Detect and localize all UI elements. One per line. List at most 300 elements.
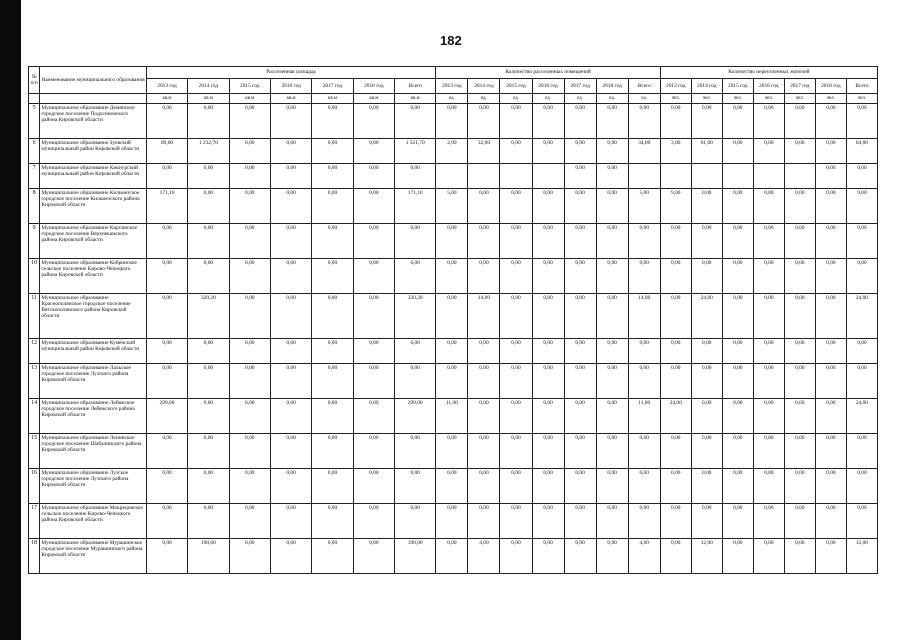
cell-people: 0,00 [784, 139, 815, 164]
unit-header-people: чел. [691, 94, 722, 104]
cell-rooms: 0,00 [564, 139, 596, 164]
unit-header-area: кв.м [353, 94, 394, 104]
cell-people: 0,00 [784, 338, 815, 363]
cell-area: 320,20 [188, 293, 229, 338]
row-number: 14 [29, 398, 40, 433]
cell-area: 0,00 [270, 293, 311, 338]
cell-people: 0,00 [753, 293, 784, 338]
year-header-rooms: 2015 год [500, 79, 532, 94]
cell-rooms: 0,00 [468, 223, 500, 258]
row-number: 16 [29, 468, 40, 503]
year-header-people: 2018 год [815, 79, 846, 94]
cell-people: 0,00 [753, 433, 784, 468]
unit-header-rooms: ед. [564, 94, 596, 104]
table-row [29, 468, 878, 503]
cell-rooms: 0,00 [532, 293, 564, 338]
cell-area: 0,00 [146, 538, 187, 573]
row-number: 15 [29, 433, 40, 468]
cell-rooms: 0,00 [564, 433, 596, 468]
table-row [29, 503, 878, 538]
cell-area: 0,00 [270, 363, 311, 398]
cell-rooms: 0,00 [628, 433, 660, 468]
cell-rooms: 0,00 [564, 258, 596, 293]
cell-area: 0,00 [188, 163, 229, 188]
cell-area: 0,00 [395, 468, 436, 503]
unit-header-area: кв.м [270, 94, 311, 104]
cell-rooms: 0,00 [532, 363, 564, 398]
cell-rooms: 0,00 [596, 363, 628, 398]
cell-people: 64,00 [846, 139, 877, 164]
table-row [29, 258, 878, 293]
year-header-area: 2016 год [270, 79, 311, 94]
cell-rooms: 0,00 [500, 398, 532, 433]
cell-people: 0,00 [784, 293, 815, 338]
cell-people: 0,00 [846, 104, 877, 139]
cell-area: 0,00 [353, 188, 394, 223]
cell-rooms: 0,00 [628, 468, 660, 503]
cell-rooms: 0,00 [564, 338, 596, 363]
cell-people: 0,00 [660, 223, 691, 258]
row-municipality-name: Муниципальное образование Лебяжское городское поселение Лебяжского района Кировской области [40, 398, 147, 433]
cell-rooms: 0,00 [468, 104, 500, 139]
table-row [29, 338, 878, 363]
cell-area: 0,00 [146, 503, 187, 538]
cell-rooms: 0,00 [468, 503, 500, 538]
cell-area: 0,00 [353, 503, 394, 538]
cell-people: 0,00 [722, 398, 753, 433]
cell-rooms: 0,00 [500, 188, 532, 223]
cell-people: 0,00 [691, 468, 722, 503]
cell-rooms: 0,00 [532, 468, 564, 503]
cell-people: 0,00 [691, 188, 722, 223]
cell-people: 0,00 [722, 139, 753, 164]
cell-people: 0,00 [660, 258, 691, 293]
cell-rooms: 0,00 [532, 338, 564, 363]
cell-area: 0,00 [353, 398, 394, 433]
cell-area: 0,00 [353, 363, 394, 398]
cell-area: 0,00 [188, 223, 229, 258]
cell-rooms: 32,00 [468, 139, 500, 164]
cell-rooms: 0,00 [564, 188, 596, 223]
cell-rooms: 0,00 [564, 468, 596, 503]
year-header-people: 2014 год [691, 79, 722, 94]
cell-area: 0,00 [353, 258, 394, 293]
cell-area: 299,00 [146, 398, 187, 433]
unit-header-people: чел. [815, 94, 846, 104]
cell-people: 0,00 [846, 468, 877, 503]
cell-people: 0,00 [815, 538, 846, 573]
cell-rooms: 0,00 [564, 223, 596, 258]
cell-rooms: 0,00 [436, 433, 468, 468]
cell-area: 0,00 [146, 293, 187, 338]
cell-area: 0,00 [395, 338, 436, 363]
cell-area: 0,00 [353, 139, 394, 164]
cell-area: 0,00 [353, 223, 394, 258]
cell-rooms: 0,00 [436, 538, 468, 573]
row-municipality-name: Муниципальное образование Ленинское городское поселение Шабалинского района Кировской области [40, 433, 147, 468]
cell-rooms: 0,00 [468, 363, 500, 398]
cell-rooms: 0,00 [628, 338, 660, 363]
cell-area: 0,00 [353, 104, 394, 139]
year-header-people: 2016 год [753, 79, 784, 94]
cell-people: 0,00 [691, 363, 722, 398]
cell-people: 0,00 [722, 188, 753, 223]
cell-rooms: 0,00 [596, 258, 628, 293]
cell-area: 0,00 [312, 223, 353, 258]
header-name: Наименование муниципального образования [40, 67, 147, 94]
cell-rooms: 0,00 [596, 104, 628, 139]
cell-people: 0,00 [815, 398, 846, 433]
cell-rooms: 0,00 [596, 223, 628, 258]
cell-area: 0,00 [395, 104, 436, 139]
unit-header-rooms: ед. [596, 94, 628, 104]
cell-area: 0,00 [312, 538, 353, 573]
cell-rooms: 0,00 [436, 293, 468, 338]
cell-people: 0,00 [722, 104, 753, 139]
unit-header-rooms: ед. [500, 94, 532, 104]
cell-area: 89,00 [146, 139, 187, 164]
cell-people: 0,00 [722, 338, 753, 363]
unit-header-rooms: ед. [468, 94, 500, 104]
cell-people: 0,00 [691, 338, 722, 363]
cell-rooms: 11,00 [628, 398, 660, 433]
unit-header-rooms: ед. [436, 94, 468, 104]
cell-area: 0,00 [229, 503, 270, 538]
cell-rooms: 2,00 [436, 139, 468, 164]
cell-rooms: 5,00 [628, 188, 660, 223]
cell-rooms: 0,00 [596, 468, 628, 503]
cell-area: 0,00 [312, 258, 353, 293]
cell-people: 0,00 [815, 104, 846, 139]
cell-area: 0,00 [229, 223, 270, 258]
table-row [29, 363, 878, 398]
cell-rooms: 0,00 [500, 139, 532, 164]
cell-people: 0,00 [753, 188, 784, 223]
cell-area: 0,00 [312, 433, 353, 468]
cell-people: 0,00 [660, 433, 691, 468]
cell-rooms: 0,00 [468, 468, 500, 503]
cell-people: 24,00 [660, 398, 691, 433]
cell-rooms: 0,00 [532, 398, 564, 433]
cell-area: 0,00 [188, 433, 229, 468]
cell-people: 0,00 [753, 468, 784, 503]
cell-rooms: 14,00 [628, 293, 660, 338]
row-number: 9 [29, 223, 40, 258]
cell-people: 3,00 [660, 139, 691, 164]
cell-area: 0,00 [312, 363, 353, 398]
cell-people: 0,00 [815, 503, 846, 538]
cell-area: 0,00 [229, 188, 270, 223]
cell-rooms: 4,00 [628, 538, 660, 573]
unit-header-people: чел. [784, 94, 815, 104]
cell-area: 0,00 [146, 104, 187, 139]
cell-rooms: 0,00 [468, 433, 500, 468]
cell-rooms: 34,00 [628, 139, 660, 164]
cell-people: 0,00 [722, 538, 753, 573]
cell-area: 0,00 [188, 398, 229, 433]
cell-people [691, 163, 722, 188]
cell-people: 0,00 [660, 503, 691, 538]
row-municipality-name: Муниципальное образование Кумёнский муниципальный район Кировской области [40, 338, 147, 363]
cell-area: 0,00 [146, 338, 187, 363]
cell-rooms: 0,00 [532, 538, 564, 573]
cell-area: 0,00 [312, 398, 353, 433]
group-header-people: Количество переселенных жителей [660, 67, 877, 79]
table-row [29, 163, 878, 188]
cell-area: 0,00 [395, 363, 436, 398]
cell-area: 0,00 [229, 538, 270, 573]
row-number: 6 [29, 139, 40, 164]
cell-area: 0,00 [312, 163, 353, 188]
cell-rooms: 0,00 [532, 104, 564, 139]
cell-people: 0,00 [660, 363, 691, 398]
cell-people: 0,00 [660, 293, 691, 338]
cell-people: 0,00 [722, 433, 753, 468]
table-row [29, 223, 878, 258]
cell-rooms: 0,00 [628, 223, 660, 258]
cell-people: 0,00 [753, 139, 784, 164]
cell-area: 0,00 [270, 188, 311, 223]
cell-area: 0,00 [229, 293, 270, 338]
cell-people: 0,00 [753, 398, 784, 433]
cell-people: 0,00 [784, 223, 815, 258]
table-row [29, 139, 878, 164]
cell-area: 0,00 [312, 293, 353, 338]
cell-people: 0,00 [815, 338, 846, 363]
cell-area: 0,00 [270, 398, 311, 433]
cell-area: 0,00 [188, 258, 229, 293]
cell-rooms: 0,00 [532, 503, 564, 538]
cell-people: 12,00 [846, 538, 877, 573]
row-number: 7 [29, 163, 40, 188]
cell-rooms: 0,00 [436, 363, 468, 398]
cell-rooms: 0,00 [436, 104, 468, 139]
cell-area: 0,00 [395, 223, 436, 258]
cell-area: 0,00 [146, 433, 187, 468]
cell-rooms: 0,00 [500, 363, 532, 398]
cell-area: 320,20 [395, 293, 436, 338]
cell-rooms: 0,00 [468, 258, 500, 293]
cell-people: 0,00 [722, 363, 753, 398]
row-municipality-name: Муниципальное образование Мокрецовское сельское поселение Кирово-Чепецкого района Кировской области [40, 503, 147, 538]
cell-rooms: 0,00 [436, 468, 468, 503]
cell-rooms: 0,00 [532, 258, 564, 293]
cell-people: 9,00 [846, 188, 877, 223]
cell-people: 0,00 [846, 433, 877, 468]
cell-area: 0,00 [229, 468, 270, 503]
cell-area: 0,00 [270, 503, 311, 538]
cell-people: 0,00 [815, 188, 846, 223]
cell-rooms: 0,00 [532, 223, 564, 258]
year-header-area: 2015 год [229, 79, 270, 94]
cell-area: 0,00 [146, 163, 187, 188]
cell-area: 0,00 [312, 188, 353, 223]
cell-people: 0,00 [722, 223, 753, 258]
cell-people: 12,00 [691, 538, 722, 573]
cell-people: 0,00 [784, 468, 815, 503]
cell-rooms: 0,00 [436, 258, 468, 293]
cell-people: 0,00 [753, 338, 784, 363]
cell-area: 0,00 [312, 139, 353, 164]
cell-rooms [532, 163, 564, 188]
cell-rooms: 0,00 [500, 433, 532, 468]
cell-people: 0,00 [753, 503, 784, 538]
cell-people: 0,00 [753, 258, 784, 293]
cell-area: 0,00 [353, 468, 394, 503]
cell-people: 0,00 [784, 503, 815, 538]
cell-rooms: 0,00 [628, 503, 660, 538]
cell-area: 0,00 [188, 188, 229, 223]
cell-area: 0,00 [188, 503, 229, 538]
cell-area: 0,00 [229, 139, 270, 164]
row-municipality-name: Муниципальное образование Мурашинское городское поселение Мурашинского района Кировской области [40, 538, 147, 573]
cell-rooms: 0,00 [628, 258, 660, 293]
cell-area: 0,00 [188, 104, 229, 139]
cell-people: 0,00 [691, 258, 722, 293]
unit-header-area: кв.м [188, 94, 229, 104]
cell-rooms: 0,00 [532, 188, 564, 223]
cell-rooms [436, 163, 468, 188]
row-municipality-name: Муниципальное образование Кильмезское городское поселение Кильмезского района Кировской области [40, 188, 147, 223]
cell-rooms: 0,00 [596, 398, 628, 433]
cell-area: 299,00 [395, 398, 436, 433]
unit-header-people: чел. [722, 94, 753, 104]
page-number: 182 [440, 33, 462, 48]
cell-people [722, 163, 753, 188]
cell-people: 0,00 [846, 163, 877, 188]
cell-people: 0,00 [753, 104, 784, 139]
cell-rooms: 0,00 [628, 104, 660, 139]
cell-people: 0,00 [691, 398, 722, 433]
cell-rooms: 0,00 [468, 398, 500, 433]
cell-people: 61,00 [691, 139, 722, 164]
cell-people [784, 163, 815, 188]
cell-rooms: 0,00 [564, 163, 596, 188]
row-number: 13 [29, 363, 40, 398]
cell-area: 0,00 [395, 163, 436, 188]
row-number: 12 [29, 338, 40, 363]
year-header-rooms: 2017 год [564, 79, 596, 94]
cell-people: 9,00 [660, 188, 691, 223]
cell-people: 24,00 [846, 398, 877, 433]
year-header-area: Всего [395, 79, 436, 94]
cell-people: 0,00 [722, 468, 753, 503]
cell-people: 0,00 [815, 468, 846, 503]
unit-header-rooms: ед. [628, 94, 660, 104]
row-municipality-name: Муниципальное образование Демянское городское поселение Подосиновского района Кировской области [40, 104, 147, 139]
unit-header-area: кв.м [395, 94, 436, 104]
cell-people: 0,00 [815, 363, 846, 398]
row-municipality-name: Муниципальное образование Кобринское сельское поселение Кирово-Чепецкого района Кировской области [40, 258, 147, 293]
unit-empty-cell [40, 94, 147, 104]
unit-header-rooms: ед. [532, 94, 564, 104]
cell-area: 0,00 [188, 468, 229, 503]
cell-area: 0,00 [229, 258, 270, 293]
cell-area: 0,00 [270, 538, 311, 573]
cell-rooms: 0,00 [500, 104, 532, 139]
unit-header-people: чел. [660, 94, 691, 104]
cell-area: 0,00 [395, 258, 436, 293]
unit-header-area: кв.м [229, 94, 270, 104]
year-header-people: 2013 год [660, 79, 691, 94]
cell-people: 0,00 [846, 338, 877, 363]
cell-people: 0,00 [784, 538, 815, 573]
cell-rooms: 0,00 [500, 538, 532, 573]
cell-area: 0,00 [270, 163, 311, 188]
cell-area: 0,00 [353, 538, 394, 573]
cell-area: 0,00 [312, 338, 353, 363]
cell-people: 0,00 [815, 433, 846, 468]
cell-people: 0,00 [784, 258, 815, 293]
cell-people: 0,00 [691, 503, 722, 538]
unit-header-people: чел. [753, 94, 784, 104]
table-row [29, 538, 878, 573]
cell-area: 0,00 [353, 163, 394, 188]
unit-header-people: чел. [846, 94, 877, 104]
unit-empty-cell [29, 94, 40, 104]
cell-rooms: 0,00 [500, 223, 532, 258]
table-row [29, 433, 878, 468]
row-number: 11 [29, 293, 40, 338]
cell-area: 0,00 [146, 468, 187, 503]
cell-area: 0,00 [353, 293, 394, 338]
cell-rooms: 0,00 [500, 338, 532, 363]
cell-rooms: 0,00 [564, 538, 596, 573]
cell-people: 0,00 [784, 188, 815, 223]
cell-area: 1 321,70 [395, 139, 436, 164]
table-row [29, 398, 878, 433]
cell-area: 0,00 [229, 338, 270, 363]
cell-rooms: 0,00 [596, 163, 628, 188]
cell-people: 0,00 [846, 258, 877, 293]
cell-area: 0,00 [146, 258, 187, 293]
cell-people: 0,00 [784, 363, 815, 398]
table-row [29, 293, 878, 338]
cell-rooms: 0,00 [436, 338, 468, 363]
cell-rooms: 0,00 [596, 338, 628, 363]
cell-people: 0,00 [691, 433, 722, 468]
cell-people: 0,00 [815, 223, 846, 258]
cell-area: 171,10 [146, 188, 187, 223]
cell-people: 0,00 [722, 503, 753, 538]
cell-people: 0,00 [753, 363, 784, 398]
cell-rooms: 0,00 [468, 188, 500, 223]
cell-rooms: 0,00 [532, 139, 564, 164]
cell-area: 0,00 [312, 468, 353, 503]
cell-rooms: 0,00 [564, 398, 596, 433]
cell-area: 0,00 [312, 503, 353, 538]
row-municipality-name: Муниципальное образование Кикнурский муниципальный район Кировской области [40, 163, 147, 188]
cell-people: 0,00 [753, 538, 784, 573]
cell-area: 0,00 [353, 433, 394, 468]
cell-people: 0,00 [722, 258, 753, 293]
row-municipality-name: Муниципальное образование Кирсинское городское поселение Верхнекамского района Кировской области [40, 223, 147, 258]
year-header-people: 2015 год [722, 79, 753, 94]
cell-rooms: 0,00 [500, 468, 532, 503]
unit-header-area: кв.м [312, 94, 353, 104]
cell-people: 0,00 [691, 223, 722, 258]
table-row [29, 104, 878, 139]
cell-people: 0,00 [691, 104, 722, 139]
year-header-area: 2017 год [312, 79, 353, 94]
cell-area: 0,00 [229, 163, 270, 188]
group-header-rooms: Количество расселенных помещений [436, 67, 660, 79]
cell-area: 190,00 [188, 538, 229, 573]
cell-rooms [468, 163, 500, 188]
cell-rooms: 0,00 [596, 503, 628, 538]
year-header-rooms: 2013 год [436, 79, 468, 94]
row-number: 10 [29, 258, 40, 293]
